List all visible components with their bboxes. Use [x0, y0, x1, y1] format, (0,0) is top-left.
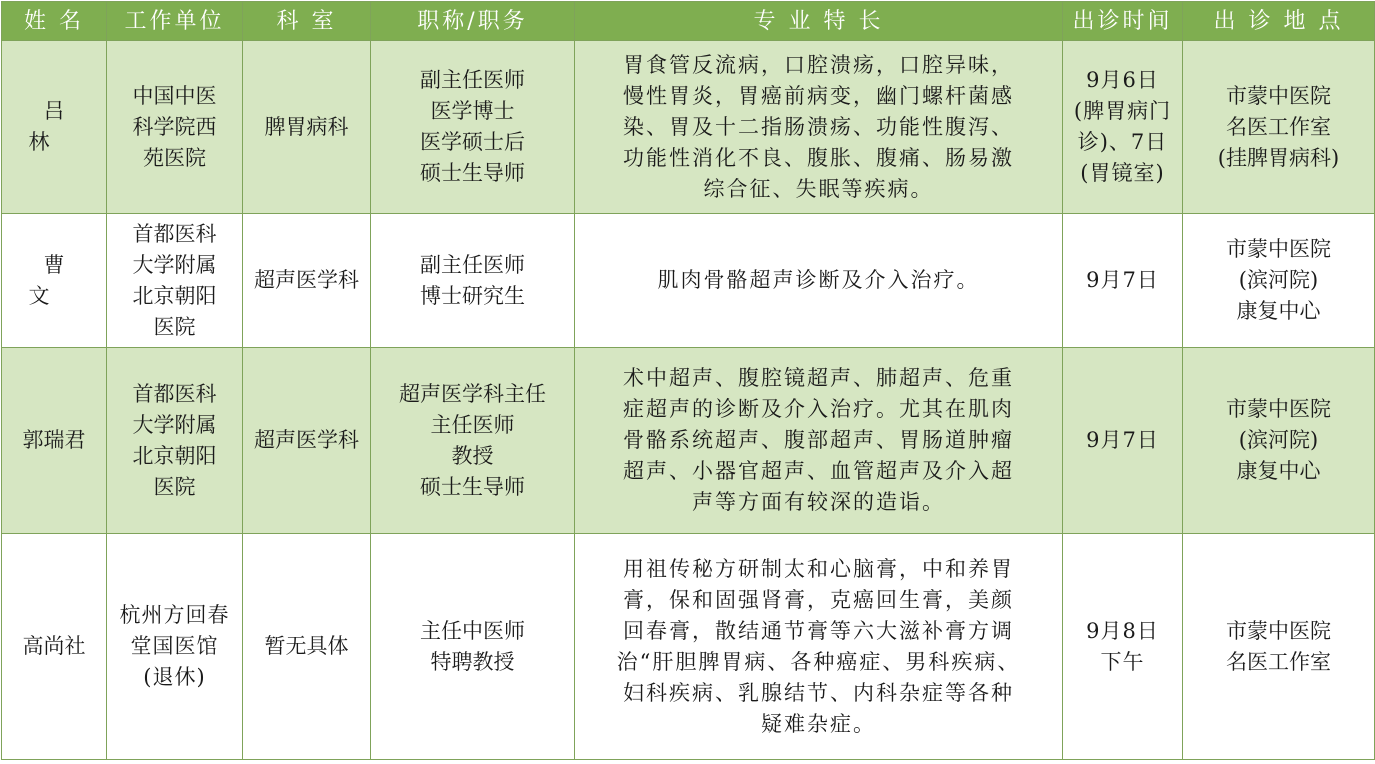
clinic-place-line: 康复中心 [1236, 459, 1321, 483]
job-title-line: 医学硕士后 [420, 130, 525, 154]
specialty-line: 治“肝胆脾胃病、各种癌症、男科疾病、 [616, 649, 1021, 674]
header-unit: 工作单位 [107, 2, 243, 41]
clinic-time [1063, 348, 1183, 534]
work-unit-line: 堂国医馆 [130, 634, 219, 658]
work-unit-line: 北京朝阳 [132, 283, 217, 308]
specialty [575, 534, 1063, 760]
clinic-place [1183, 348, 1375, 534]
specialty-line: 超声、小器官超声、血管超声及介入超 [623, 459, 1014, 483]
clinic-time [1063, 214, 1183, 348]
department [243, 41, 371, 214]
table-row [2, 348, 1375, 534]
specialty-line: 声等方面有较深的造诣。 [692, 490, 945, 514]
clinic-time-line: 9月7日 [1086, 268, 1159, 292]
work-unit-line: 医院 [153, 474, 196, 499]
work-unit-line: 大学附属 [132, 412, 217, 437]
clinic-place-line: 名医工作室 [1226, 649, 1331, 674]
clinic-time-line: 诊)、7日 [1077, 130, 1168, 154]
specialty-line: 功能性消化不良、腹胀、腹痛、肠易激 [623, 145, 1014, 170]
work-unit-line: (退休) [143, 665, 206, 689]
job-title-line: 博士研究生 [420, 283, 525, 308]
specialty [575, 41, 1063, 214]
clinic-place [1183, 534, 1375, 760]
specialty-line: 疑难杂症。 [761, 711, 876, 736]
header-row [2, 2, 1375, 41]
department-line: 脾胃病科 [264, 114, 349, 139]
table-row [2, 41, 1375, 214]
specialty-line: 胃食管反流病，口腔溃疡，口腔异味， [623, 52, 1014, 77]
specialty-line: 用祖传秘方研制太和心脑膏，中和养胃 [623, 556, 1014, 581]
specialty-line: 染、胃及十二指肠溃疡、功能性腹泻、 [623, 114, 1014, 139]
department-line: 超声医学科 [254, 268, 359, 292]
doctor-name: 吕 林 [2, 41, 107, 214]
header-specialty: 专 业 特 长 [575, 2, 1063, 41]
work-unit-line: 杭州方回春 [119, 603, 230, 627]
specialty-line: 肌肉骨骼超声诊断及介入治疗。 [657, 268, 980, 292]
doctor-name: 高尚社 [2, 534, 107, 760]
header-name: 姓 名 [2, 2, 107, 41]
job-title-line: 主任医师 [430, 412, 515, 437]
job-title-line: 特聘教授 [430, 649, 515, 674]
clinic-place-line: (滨河院) [1238, 428, 1319, 452]
job-title [371, 41, 575, 214]
department [243, 348, 371, 534]
doctor-name: 曹 文 [2, 214, 107, 348]
clinic-time-line: 下午 [1100, 649, 1145, 674]
clinic-time-line: (胃镜室) [1080, 161, 1165, 185]
clinic-place-line: 市蒙中医院 [1226, 237, 1331, 261]
work-unit [107, 41, 243, 214]
specialty-line: 术中超声、腹腔镜超声、肺超声、危重 [623, 366, 1014, 390]
job-title-line: 医学博士 [430, 99, 515, 123]
job-title-line: 教授 [451, 443, 494, 468]
specialty-line: 回春膏，散结通节膏等六大滋补膏方调 [623, 618, 1014, 643]
clinic-time-line: 9月7日 [1086, 428, 1159, 452]
work-unit-line: 科学院西 [132, 114, 217, 139]
specialty [575, 348, 1063, 534]
clinic-place-line: 市蒙中医院 [1226, 618, 1331, 643]
table-row [2, 534, 1375, 760]
work-unit [107, 214, 243, 348]
job-title [371, 348, 575, 534]
job-title-line: 超声医学科主任 [399, 381, 546, 406]
job-title-line: 硕士生导师 [420, 474, 525, 499]
clinic-time [1063, 41, 1183, 214]
clinic-place [1183, 41, 1375, 214]
work-unit-line: 苑医院 [143, 145, 206, 170]
specialty-line: 慢性胃炎，胃癌前病变，幽门螺杆菌感 [623, 83, 1014, 108]
clinic-time [1063, 534, 1183, 760]
work-unit [107, 534, 243, 760]
job-title-line: 副主任医师 [420, 68, 525, 92]
clinic-place-line: 市蒙中医院 [1226, 83, 1331, 108]
job-title-line: 副主任医师 [420, 252, 525, 277]
specialty-line: 妇科疾病、乳腺结节、内科杂症等各种 [623, 680, 1014, 705]
clinic-time-line: 9月6日 [1086, 68, 1159, 92]
specialty [575, 214, 1063, 348]
department-line: 超声医学科 [254, 428, 359, 452]
clinic-place-line: 市蒙中医院 [1226, 397, 1331, 421]
work-unit-line: 大学附属 [132, 252, 217, 277]
clinic-time-line: 9月8日 [1086, 618, 1159, 643]
job-title [371, 534, 575, 760]
table-row [2, 214, 1375, 348]
header-title: 职称/职务 [371, 2, 575, 41]
clinic-time-line: (脾胃病门 [1073, 99, 1172, 123]
work-unit-line: 首都医科 [132, 381, 217, 406]
department [243, 534, 371, 760]
specialty-line: 症超声的诊断及介入治疗。尤其在肌肉 [623, 397, 1014, 421]
job-title-line: 主任中医师 [420, 618, 525, 643]
work-unit-line: 中国中医 [132, 83, 217, 108]
clinic-place-line: 康复中心 [1236, 299, 1321, 323]
specialty-line: 膏，保和固强肾膏，克癌回生膏，美颜 [623, 587, 1014, 612]
department [243, 214, 371, 348]
clinic-place-line: (挂脾胃病科) [1217, 145, 1340, 170]
clinic-place-line: 名医工作室 [1226, 114, 1331, 139]
specialty-line: 综合征、失眠等疾病。 [703, 176, 934, 201]
work-unit-line: 北京朝阳 [132, 443, 217, 468]
clinic-place [1183, 214, 1375, 348]
job-title-line: 硕士生导师 [420, 161, 525, 185]
clinic-place-line: (滨河院) [1238, 268, 1319, 292]
doctor-name: 郭瑞君 [2, 348, 107, 534]
header-dept: 科 室 [243, 2, 371, 41]
work-unit [107, 348, 243, 534]
doctor-schedule-table [1, 1, 1375, 760]
work-unit-line: 医院 [153, 314, 196, 339]
work-unit-line: 首都医科 [132, 221, 217, 246]
department-line: 暂无具体 [264, 634, 349, 658]
specialty-line: 骨骼系统超声、腹部超声、胃肠道肿瘤 [623, 428, 1014, 452]
header-place: 出 诊 地 点 [1183, 2, 1375, 41]
job-title [371, 214, 575, 348]
header-time: 出诊时间 [1063, 2, 1183, 41]
